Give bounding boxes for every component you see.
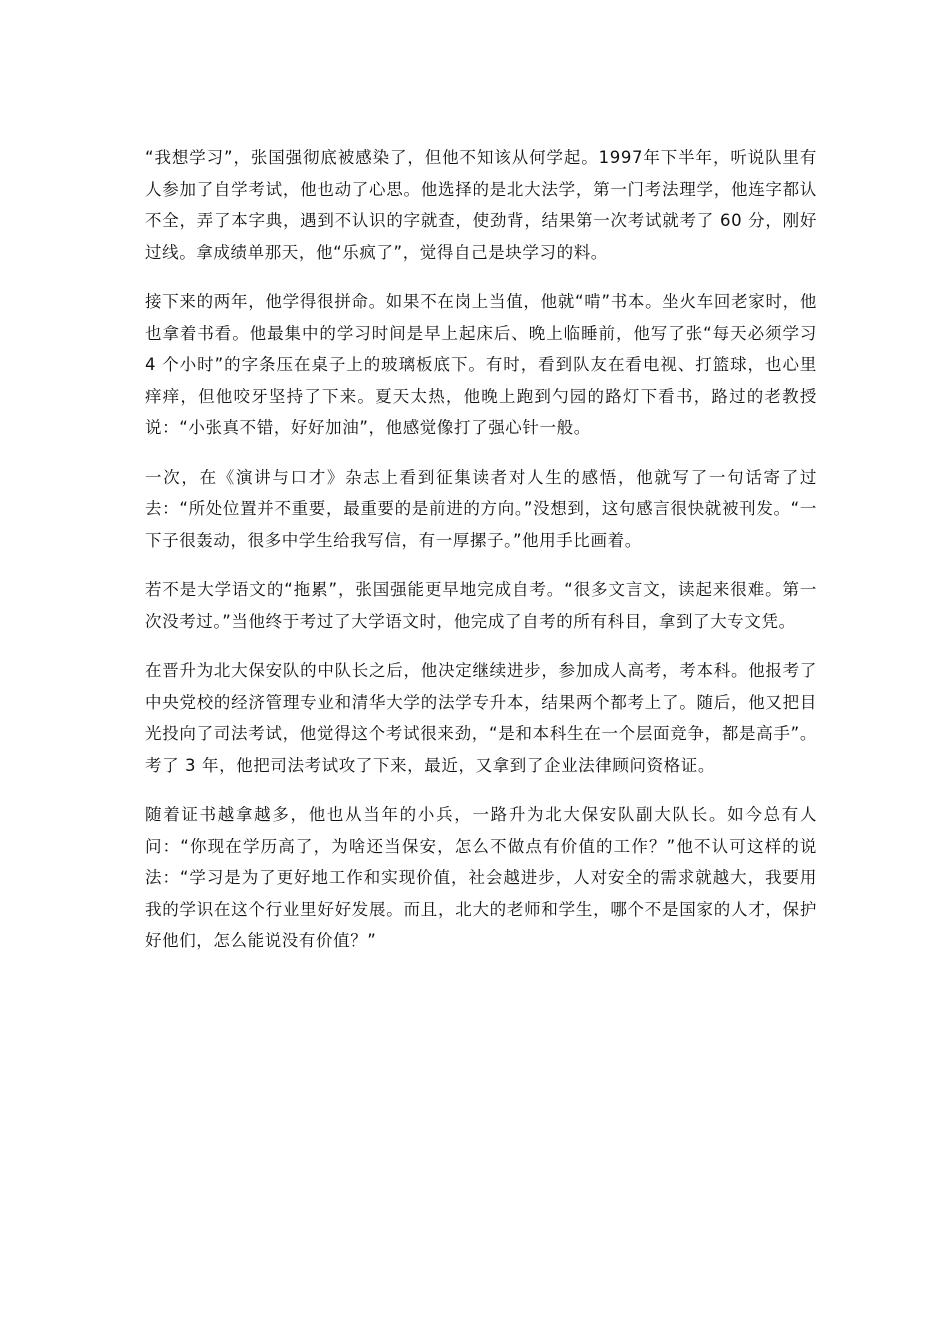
article-body	[145, 142, 817, 975]
paragraph: “我想学习”，张国强彻底被感染了，但他不知该从何学起。1997年下半年，听说队里有人参加了自学考试，他也动了心思。他选择的是北大法学，第一门考法理学，他连字都认不全，弄了本字典，遇到不认识的字就查，使劲背，结果第一次考试就考了 60 分，刚好过线。拿成绩单那天，他“乐疯了”，觉得自己是块学习的料。	[145, 148, 817, 262]
paragraph: 随着证书越拿越多，他也从当年的小兵，一路升为北大保安队副大队长。如今总有人问：“你现在学历高了，为啥还当保安，怎么不做点有价值的工作？”他不认可这样的说法：“学习是为了更好地工作和实现价值，社会越进步，人对安全的需求就越大，我要用我的学识在这个行业里好好发展。而且，北大的老师和学生，哪个不是国家的人才，保护好他们，怎么能说没有价值？”	[145, 805, 817, 950]
paragraph: 一次，在《演讲与口才》杂志上看到征集读者对人生的感悟，他就写了一句话寄了过去：“所处位置并不重要，最重要的是前进的方向。”没想到，这句感言很快就被刊发。“一下子很轰动，很多中学生给我写信，有一厚摞子。”他用手比画着。	[145, 467, 817, 550]
paragraph: 接下来的两年，他学得很拼命。如果不在岗上当值，他就“啃”书本。坐火车回老家时，他也拿着书看。他最集中的学习时间是早上起床后、晚上临睡前，他写了张“每天必须学习 4 个小时”的字条压在桌子上的玻璃板底下。有时，看到队友在看电视、打篮球，也心里痒痒，但他咬牙坚持了下来。夏天太热，他晚上跑到勺园的路灯下看书，路过的老教授说：“小张真不错，好好加油”，他感觉像打了强心针一般。	[145, 292, 817, 437]
paragraph: 若不是大学语文的“拖累”，张国强能更早地完成自考。“很多文言文，读起来很难。第一次没考过。”当他终于考过了大学语文时，他完成了自考的所有科目，拿到了大专文凭。	[145, 580, 817, 631]
paragraph: 在晋升为北大保安队的中队长之后，他决定继续进步，参加成人高考，考本科。他报考了中央党校的经济管理专业和清华大学的法学专升本，结果两个都考上了。随后，他又把目光投向了司法考试，他觉得这个考试很来劲，“是和本科生在一个层面竞争，都是高手”。考了 3 年，他把司法考试攻了下来，最近，又拿到了企业法律顾问资格证。	[145, 661, 817, 775]
